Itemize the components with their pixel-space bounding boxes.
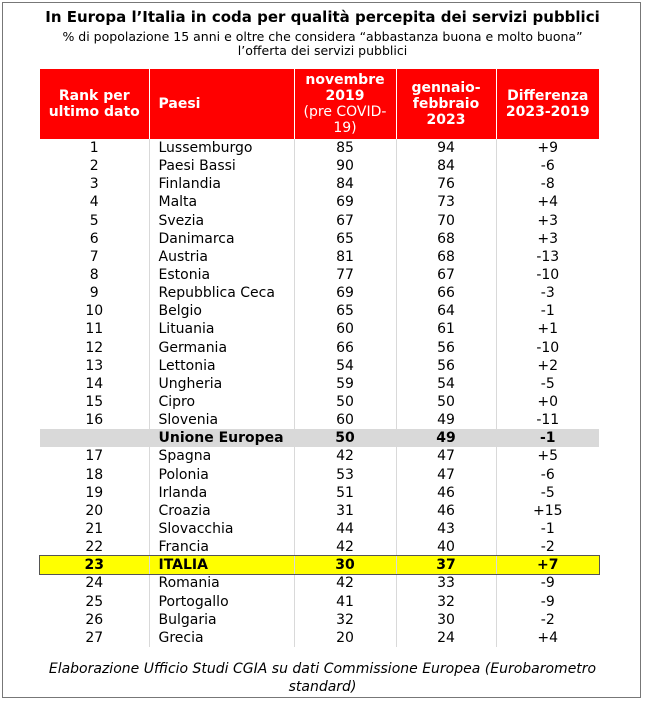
cell-genfeb2023: 56 (396, 357, 496, 375)
cell-diff: -6 (496, 157, 599, 175)
header-nov2019-sub: (pre COVID-19) (303, 104, 387, 136)
cell-genfeb2023: 94 (396, 139, 496, 157)
cell-rank: 21 (85, 521, 104, 538)
cell-nov2019: 85 (294, 139, 396, 157)
cell-rank: 19 (85, 484, 104, 501)
cell-rank: 1 (89, 140, 99, 157)
cell-diff: -2 (496, 538, 599, 556)
table-row (40, 411, 599, 429)
cell-nov2019: 42 (294, 538, 396, 556)
cell-diff: +5 (496, 447, 599, 465)
table-row (40, 302, 599, 320)
cell-paese: Germania (149, 339, 294, 357)
cell-rank: 16 (85, 412, 104, 429)
table-body (40, 139, 599, 647)
table-row (40, 339, 599, 357)
cell-rank (40, 429, 149, 447)
cell-rank: 9 (89, 285, 99, 302)
cell-diff: -9 (496, 574, 599, 592)
cell-rank: 5 (89, 212, 99, 229)
cell-nov2019: 44 (294, 520, 396, 538)
cell-rank: 20 (85, 502, 104, 519)
cell-genfeb2023: 68 (396, 248, 496, 266)
cell-rank: 18 (85, 466, 104, 483)
table-row (40, 139, 599, 157)
cell-diff: +7 (496, 556, 599, 574)
table-row (40, 193, 599, 211)
cell-genfeb2023: 68 (396, 230, 496, 248)
table-row (40, 520, 599, 538)
cell-genfeb2023: 43 (396, 520, 496, 538)
cell-paese: Lettonia (149, 357, 294, 375)
header-row (40, 69, 599, 139)
cell-genfeb2023: 64 (396, 302, 496, 320)
cell-diff: -5 (496, 375, 599, 393)
cell-paese: Svezia (149, 212, 294, 230)
cell-diff: +1 (496, 320, 599, 338)
cell-nov2019: 31 (294, 502, 396, 520)
cell-nov2019: 65 (294, 230, 396, 248)
cell-genfeb2023: 40 (396, 538, 496, 556)
table-row (40, 466, 599, 484)
table-row (40, 574, 599, 592)
cell-diff: -13 (496, 248, 599, 266)
cell-rank: 13 (85, 357, 104, 374)
cell-genfeb2023: 66 (396, 284, 496, 302)
cell-diff: -1 (496, 520, 599, 538)
cell-nov2019: 66 (294, 339, 396, 357)
cell-paese: Portogallo (149, 593, 294, 611)
cell-nov2019: 50 (294, 393, 396, 411)
cell-diff: +0 (496, 393, 599, 411)
table-row (40, 375, 599, 393)
cell-diff: -10 (496, 339, 599, 357)
header-diff: Differenza 2023-2019 (496, 69, 599, 139)
cell-nov2019: 77 (294, 266, 396, 284)
cell-paese: Lussemburgo (149, 139, 294, 157)
cell-paese: Slovenia (149, 411, 294, 429)
cell-rank: 24 (85, 575, 104, 592)
cell-nov2019: 67 (294, 212, 396, 230)
cell-paese: Ungheria (149, 375, 294, 393)
cell-genfeb2023: 84 (396, 157, 496, 175)
table-row (40, 212, 599, 230)
cell-genfeb2023: 70 (396, 212, 496, 230)
cell-nov2019: 32 (294, 611, 396, 629)
table-row (40, 357, 599, 375)
cell-rank: 6 (89, 230, 99, 247)
cell-nov2019: 81 (294, 248, 396, 266)
table-row (40, 230, 599, 248)
cell-nov2019: 53 (294, 466, 396, 484)
cell-paese: Francia (149, 538, 294, 556)
cell-diff: -3 (496, 284, 599, 302)
cell-genfeb2023: 61 (396, 320, 496, 338)
cell-paese: Estonia (149, 266, 294, 284)
cell-rank: 8 (89, 267, 99, 284)
cell-nov2019: 65 (294, 302, 396, 320)
cell-diff: +3 (496, 230, 599, 248)
cell-diff: +3 (496, 212, 599, 230)
cell-genfeb2023: 54 (396, 375, 496, 393)
cell-genfeb2023: 32 (396, 593, 496, 611)
cell-diff: +9 (496, 139, 599, 157)
source-note: Elaborazione Ufficio Studi CGIA su dati Commissione Europea (Eurobarometro standard) (48, 661, 597, 695)
cell-paese: Slovacchia (149, 520, 294, 538)
table-row (40, 157, 599, 175)
cell-paese: Irlanda (149, 484, 294, 502)
cell-diff: -6 (496, 466, 599, 484)
table-row (40, 593, 599, 611)
cell-rank: 7 (89, 248, 99, 265)
table-row (40, 393, 599, 411)
cell-diff: -8 (496, 175, 599, 193)
cell-diff: -1 (496, 429, 599, 447)
cell-genfeb2023: 33 (396, 574, 496, 592)
cell-paese: Belgio (149, 302, 294, 320)
table-row (40, 447, 599, 465)
cell-paese: Repubblica Ceca (149, 284, 294, 302)
cell-paese: Finlandia (149, 175, 294, 193)
header-genfeb2023: gennaio-febbraio 2023 (396, 69, 496, 139)
cell-diff: +4 (496, 629, 599, 647)
cell-nov2019: 59 (294, 375, 396, 393)
table-row (40, 502, 599, 520)
cell-nov2019: 41 (294, 593, 396, 611)
cell-paese: Polonia (149, 466, 294, 484)
cell-diff: -2 (496, 611, 599, 629)
cell-genfeb2023: 46 (396, 484, 496, 502)
cell-nov2019: 30 (294, 556, 396, 574)
cell-rank: 25 (85, 593, 104, 610)
cell-nov2019: 51 (294, 484, 396, 502)
cell-genfeb2023: 47 (396, 466, 496, 484)
page-title: In Europa l’Italia in coda per qualità percepita dei servizi pubblici (45, 8, 600, 26)
subtitle: % di popolazione 15 anni e oltre che considera “abbastanza buona e molto buona” l’offerta dei servizi pubblici (62, 29, 583, 58)
cell-paese: Croazia (149, 502, 294, 520)
cell-diff: -10 (496, 266, 599, 284)
cell-genfeb2023: 47 (396, 447, 496, 465)
cell-rank: 22 (85, 539, 104, 556)
cell-rank: 4 (89, 194, 99, 211)
table-row (40, 484, 599, 502)
cell-paese: Paesi Bassi (149, 157, 294, 175)
cell-rank: 23 (40, 556, 149, 574)
cell-genfeb2023: 24 (396, 629, 496, 647)
cell-diff: -1 (496, 302, 599, 320)
cell-paese: Spagna (149, 447, 294, 465)
cell-paese: Malta (149, 193, 294, 211)
data-table (40, 69, 599, 647)
cell-nov2019: 69 (294, 193, 396, 211)
cell-genfeb2023: 49 (396, 429, 496, 447)
cell-genfeb2023: 37 (396, 556, 496, 574)
table-row (40, 175, 599, 193)
cell-nov2019: 50 (294, 429, 396, 447)
cell-paese: Bulgaria (149, 611, 294, 629)
cell-diff: -5 (496, 484, 599, 502)
cell-genfeb2023: 46 (396, 502, 496, 520)
cell-diff: +2 (496, 357, 599, 375)
table-row (40, 611, 599, 629)
cell-paese: Grecia (149, 629, 294, 647)
cell-nov2019: 90 (294, 157, 396, 175)
header-paesi: Paesi (149, 69, 294, 139)
cell-genfeb2023: 73 (396, 193, 496, 211)
cell-paese: Lituania (149, 320, 294, 338)
cell-diff: -11 (496, 411, 599, 429)
header-nov2019-main: novembre 2019 (305, 72, 385, 104)
cell-nov2019: 42 (294, 574, 396, 592)
table-row (40, 266, 599, 284)
cell-nov2019: 60 (294, 411, 396, 429)
table-row (40, 429, 599, 447)
header-nov2019 (294, 69, 396, 139)
table-row (40, 320, 599, 338)
cell-paese: Danimarca (149, 230, 294, 248)
cell-paese: Unione Europea (149, 429, 294, 447)
table-row (40, 629, 599, 647)
table-row (40, 538, 599, 556)
cell-rank: 10 (85, 303, 104, 320)
cell-nov2019: 20 (294, 629, 396, 647)
cell-paese: ITALIA (149, 556, 294, 574)
cell-genfeb2023: 76 (396, 175, 496, 193)
table-row (40, 556, 599, 574)
cell-rank: 14 (85, 375, 104, 392)
cell-rank: 27 (85, 629, 104, 646)
cell-nov2019: 42 (294, 447, 396, 465)
cell-nov2019: 84 (294, 175, 396, 193)
cell-diff: +15 (496, 502, 599, 520)
cell-genfeb2023: 50 (396, 393, 496, 411)
cell-rank: 3 (89, 176, 99, 193)
cell-rank: 2 (89, 158, 99, 175)
cell-paese: Austria (149, 248, 294, 266)
cell-genfeb2023: 49 (396, 411, 496, 429)
cell-paese: Cipro (149, 393, 294, 411)
table-row (40, 248, 599, 266)
cell-rank: 12 (85, 339, 104, 356)
cell-nov2019: 60 (294, 320, 396, 338)
cell-rank: 11 (85, 321, 104, 338)
cell-nov2019: 69 (294, 284, 396, 302)
cell-nov2019: 54 (294, 357, 396, 375)
cell-rank: 15 (85, 394, 104, 411)
cell-rank: 17 (85, 448, 104, 465)
table-row (40, 284, 599, 302)
cell-paese: Romania (149, 574, 294, 592)
header-rank: Rank per ultimo dato (40, 69, 149, 139)
cell-diff: -9 (496, 593, 599, 611)
cell-genfeb2023: 56 (396, 339, 496, 357)
cell-rank: 26 (85, 611, 104, 628)
cell-genfeb2023: 30 (396, 611, 496, 629)
cell-genfeb2023: 67 (396, 266, 496, 284)
cell-diff: +4 (496, 193, 599, 211)
